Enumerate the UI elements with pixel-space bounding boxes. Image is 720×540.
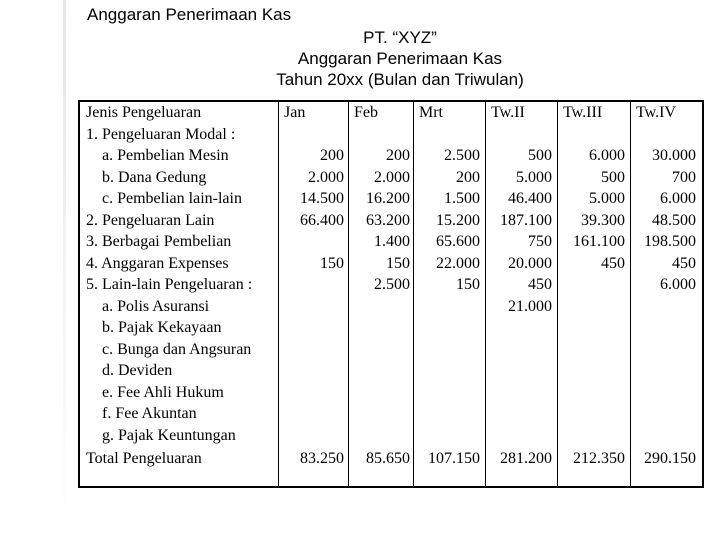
- cell-value: [280, 296, 344, 318]
- cell-value: [415, 425, 480, 447]
- cell-value: [280, 317, 344, 339]
- row-label: 5. Lain-lain Pengeluaran :: [86, 276, 253, 293]
- cell-value: 1.500: [444, 190, 480, 207]
- total-value: 290.150: [644, 450, 696, 467]
- report-title: Anggaran Penerimaan Kas: [297, 49, 503, 68]
- row-label: c. Bunga dan Angsuran: [102, 340, 252, 358]
- value-column: [559, 102, 625, 446]
- cell-value: 500: [601, 168, 625, 186]
- cell-value: [632, 425, 696, 447]
- cell-value: [632, 360, 696, 382]
- column-divider: [557, 102, 558, 486]
- row-label: 1. Pengeluaran Modal :: [86, 125, 236, 143]
- value-column: [632, 102, 696, 446]
- cell-value: 6.000: [660, 276, 696, 293]
- cell-value: 2.500: [374, 276, 410, 293]
- cell-value: [559, 360, 625, 382]
- cell-value: [487, 425, 552, 447]
- cell-value: [280, 124, 344, 146]
- cell-value: 150: [386, 254, 410, 272]
- cell-value: [415, 317, 480, 339]
- cell-value: 66.400: [300, 211, 344, 229]
- cell-value: [280, 339, 344, 361]
- cell-value: [415, 382, 480, 404]
- cell-value: 200: [386, 147, 410, 164]
- cell-value: [415, 296, 480, 318]
- cell-value: [415, 403, 480, 425]
- cell-value: 22.000: [436, 254, 480, 272]
- category-column: [86, 102, 281, 446]
- cell-value: 20.000: [508, 254, 552, 272]
- cell-value: 150: [456, 276, 480, 293]
- cell-value: 46.400: [508, 190, 552, 207]
- cell-value: [350, 296, 410, 318]
- cell-value: 5.000: [516, 168, 552, 186]
- cell-value: 14.500: [300, 190, 344, 207]
- header-period: Mrt: [419, 104, 443, 121]
- total-value: 107.150: [428, 450, 480, 467]
- cell-value: [350, 124, 410, 146]
- cell-value: 39.300: [581, 211, 625, 229]
- cell-value: 450: [672, 254, 696, 272]
- cell-value: [559, 382, 625, 404]
- cell-value: 15.200: [436, 211, 480, 229]
- total-value: 281.200: [500, 450, 552, 467]
- cell-value: [350, 382, 410, 404]
- cell-value: [559, 296, 625, 318]
- value-column: [280, 102, 344, 446]
- cell-value: [350, 425, 410, 447]
- total-value: 212.350: [573, 450, 625, 467]
- total-value: 85.650: [366, 450, 410, 467]
- cell-value: 450: [601, 254, 625, 272]
- row-label: b. Pajak Kekayaan: [102, 319, 222, 336]
- row-label: e. Fee Ahli Hukum: [102, 383, 224, 401]
- cell-value: [415, 124, 480, 146]
- cell-value: 500: [528, 147, 552, 164]
- cell-value: 5.000: [589, 190, 625, 207]
- cell-value: [280, 382, 344, 404]
- cell-value: [487, 124, 552, 146]
- company-name: PT. “XYZ”: [363, 28, 437, 47]
- row-label: 2. Pengeluaran Lain: [86, 211, 215, 229]
- cell-value: [415, 360, 480, 382]
- cell-value: [559, 425, 625, 447]
- column-divider: [348, 102, 349, 486]
- cell-value: 16.200: [366, 190, 410, 207]
- cell-value: [632, 403, 696, 425]
- total-label: Total Pengeluaran: [86, 450, 202, 467]
- report-period: Tahun 20xx (Bulan dan Triwulan): [276, 70, 524, 89]
- row-label: 3. Berbagai Pembelian: [86, 233, 232, 250]
- column-divider: [630, 102, 631, 486]
- cell-value: 700: [672, 168, 696, 186]
- cell-value: 2.000: [374, 168, 410, 186]
- cell-value: [487, 403, 552, 425]
- cell-value: [632, 382, 696, 404]
- cell-value: 6.000: [589, 147, 625, 164]
- value-column: [415, 102, 480, 446]
- cell-value: [559, 274, 625, 296]
- row-label: f. Fee Akuntan: [102, 405, 197, 422]
- column-divider: [485, 102, 486, 486]
- cell-value: [350, 403, 410, 425]
- header-period: Tw.IV: [636, 104, 677, 121]
- cell-value: [559, 317, 625, 339]
- cell-value: [280, 403, 344, 425]
- row-label: a. Pembelian Mesin: [102, 147, 229, 164]
- cell-value: 187.100: [500, 211, 552, 229]
- header-category: Jenis Pengeluaran: [86, 104, 202, 121]
- cell-value: [487, 382, 552, 404]
- header-period: Tw.II: [491, 104, 525, 121]
- cell-value: 21.000: [508, 297, 552, 315]
- value-column: [350, 102, 410, 446]
- cell-value: 200: [320, 147, 344, 164]
- column-divider: [413, 102, 414, 486]
- value-column: [487, 102, 552, 446]
- row-label: b. Dana Gedung: [102, 168, 207, 186]
- cell-value: 750: [528, 233, 552, 250]
- cell-value: [487, 360, 552, 382]
- cell-value: [280, 231, 344, 253]
- cell-value: 200: [456, 168, 480, 186]
- cell-value: 161.100: [573, 233, 625, 250]
- cell-value: 1.400: [374, 233, 410, 250]
- row-label: c. Pembelian lain-lain: [102, 190, 242, 207]
- total-value: 83.250: [300, 450, 344, 467]
- cell-value: [559, 339, 625, 361]
- cell-value: 63.200: [366, 211, 410, 229]
- cell-value: 2.500: [444, 147, 480, 164]
- cell-value: 450: [528, 276, 552, 293]
- expense-budget-table: [78, 100, 704, 488]
- cell-value: 48.500: [652, 211, 696, 229]
- header-period: Jan: [284, 104, 306, 121]
- cell-value: [559, 124, 625, 146]
- cell-value: [632, 296, 696, 318]
- cell-value: [350, 317, 410, 339]
- cell-value: 150: [320, 254, 344, 272]
- header-period: Tw.III: [563, 104, 603, 121]
- cell-value: [559, 403, 625, 425]
- slide-title: Anggaran Penerimaan Kas: [87, 5, 292, 24]
- cell-value: [487, 339, 552, 361]
- cell-value: [280, 425, 344, 447]
- cell-value: [350, 360, 410, 382]
- cell-value: [632, 317, 696, 339]
- row-label: g. Pajak Keuntungan: [102, 426, 236, 444]
- cell-value: 30.000: [652, 147, 696, 164]
- cell-value: [280, 274, 344, 296]
- cell-value: [632, 339, 696, 361]
- cell-value: 6.000: [660, 190, 696, 207]
- cell-value: [350, 339, 410, 361]
- row-label: d. Deviden: [102, 362, 173, 379]
- row-label: 4. Anggaran Expenses: [86, 254, 229, 272]
- cell-value: [280, 360, 344, 382]
- cell-value: 198.500: [644, 233, 696, 250]
- cell-value: 2.000: [308, 168, 344, 186]
- row-label: a. Polis Asuransi: [102, 297, 210, 315]
- cell-value: [632, 124, 696, 146]
- cell-value: [415, 339, 480, 361]
- cell-value: 65.600: [436, 233, 480, 250]
- cell-value: [487, 317, 552, 339]
- header-period: Feb: [354, 104, 378, 121]
